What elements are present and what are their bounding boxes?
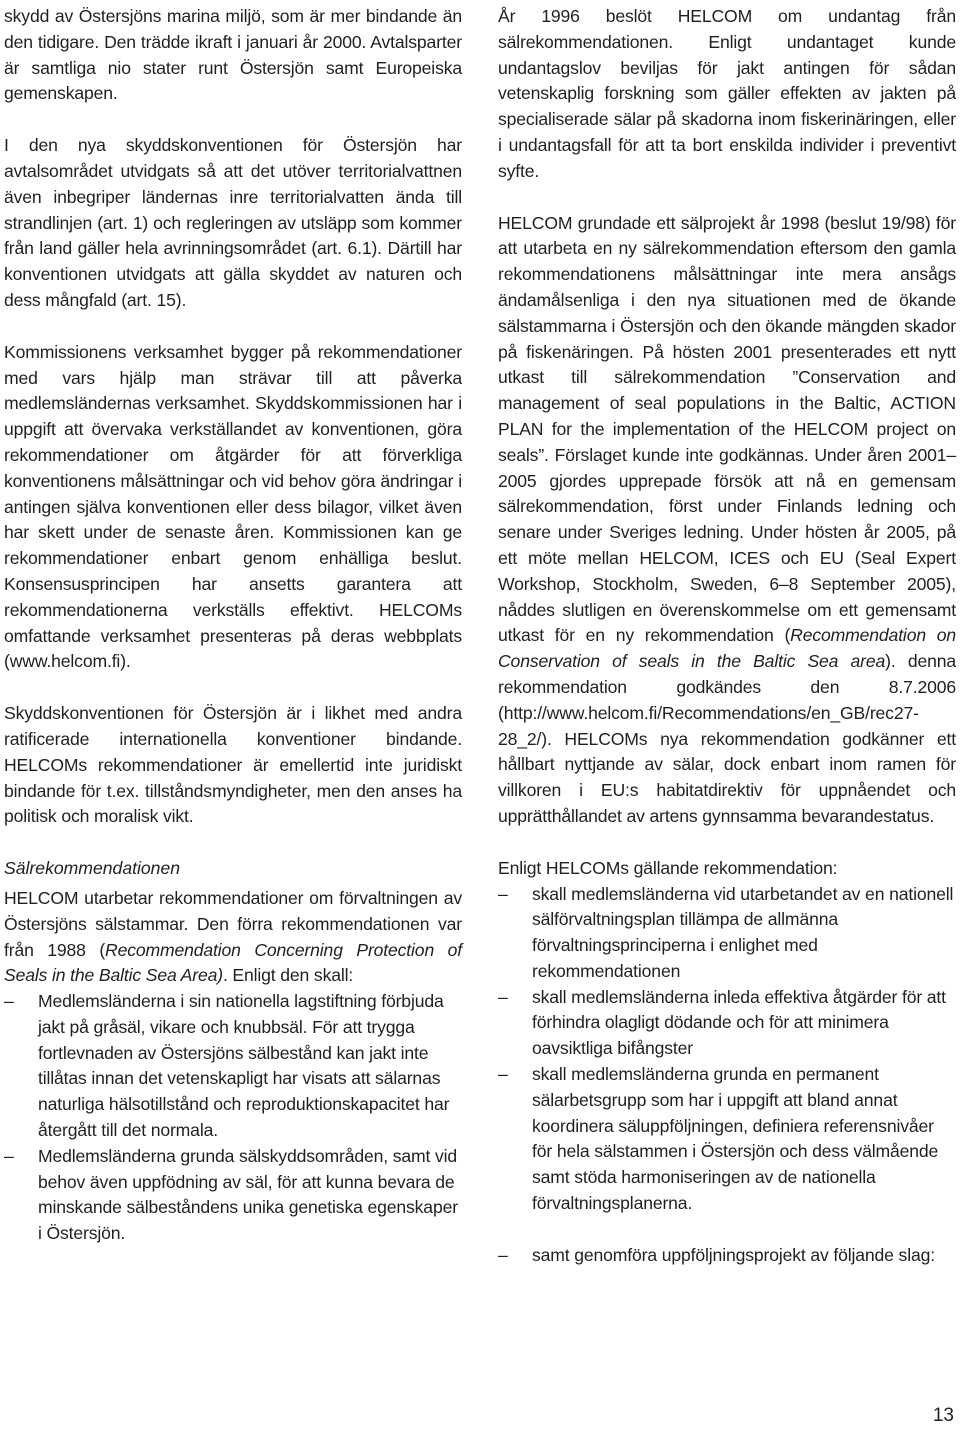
dash-list	[498, 882, 956, 1217]
dash-list	[4, 989, 462, 1247]
section-heading: Sälrekommendationen	[4, 858, 181, 879]
italic-title: Recommendation Concerning Protection of Seals in the Baltic Sea Area)	[4, 939, 462, 986]
list-item	[498, 882, 956, 985]
list-item-text: skall medlemsländerna inleda effektiva åtgärder för att förhindra olagligt dödande och för att minimera oavsiktliga bifångster	[532, 986, 946, 1059]
paragraph: skydd av Östersjöns marina miljö, som är mer bindande än den tidigare. Den trädde ikraft i januari år 2000. Avtalsparter är samtliga nio stater runt Östersjön samt Europeiska gemenskapen.	[4, 6, 462, 104]
text-run: HELCOM utarbetar rekommendationer om förvaltningen av Östersjöns sälstammar. Den förra rekommendationen var från 1988 (	[4, 887, 462, 960]
list-item	[498, 985, 956, 1062]
list-item	[498, 1062, 956, 1217]
left-column	[4, 4, 462, 1273]
paragraph: Enligt HELCOMs gällande rekommendation:	[498, 857, 838, 878]
list-item	[498, 1243, 956, 1269]
list-item-text: skall medlemsländerna grunda en permanent sälarbetsgrupp som har i uppgift att bland annat koordinera säluppföljningen, definiera referensnivåer för hela sälstammen i Östersjön och dess välmående samt stöda harmoniseringen av de nationella förvaltningsplanerna.	[532, 1064, 939, 1214]
dash-bullet: –	[4, 1145, 14, 1166]
list-item-text: samt genomföra uppföljningsprojekt av följande slag:	[532, 1244, 935, 1265]
right-column	[498, 4, 956, 1295]
list-item	[4, 989, 462, 1144]
paragraph	[4, 886, 462, 989]
list-item-text: Medlemsländerna grunda sälskyddsområden, samt vid behov även uppfödning av säl, för att kunna bevara de minskande sälbeståndens unika genetiska egenskaper i Östersjön.	[38, 1145, 458, 1244]
text-run: ). denna rekommendation godkändes den 8.7.2006 (http://www.helcom.fi/Recommendations/en_GB/rec27-28_2/). HELCOMs nya rekommendation godkänner ett hållbart nyttjande av sälar, dock enbart inom ramen för villkoren i EU:s habitatdirektiv för uppnåendet och upprätthållandet av artens gynnsamma bevarandestatus.	[498, 651, 957, 826]
list-item	[4, 1144, 462, 1247]
dash-bullet: –	[498, 1064, 508, 1085]
dash-bullet: –	[4, 991, 14, 1012]
paragraph	[498, 211, 956, 830]
paragraph: Kommissionens verksamhet bygger på rekommendationer med vars hjälp man strävar till att påverka medlemsländernas verksamhet. Skyddskommissionen har i uppgift att övervaka verkställandet av konventionen, göra rekommendationer om åtgärder för att förverkliga konventionens målsättningar och vid behov göra ändringar i antingen själva konventionen eller dess bilagor, vilket även har skett under de senaste åren. Kommissionen kan ge rekommendationer enbart genom enhälliga beslut. Konsensusprincipen har ansetts garantera att rekommendationerna verkställs effektivt. HELCOMs omfattande verksamhet presenteras på deras webbplats (www.helcom.fi).	[4, 341, 462, 672]
text-run: . Enligt den skall:	[222, 965, 354, 986]
dash-bullet: –	[498, 986, 508, 1007]
dash-bullet: –	[498, 883, 508, 904]
dash-list	[498, 1243, 956, 1269]
paragraph: I den nya skyddskonventionen för Östersjön har avtalsområdet utvidgats så att det utöver territorialvattnen även inbegriper ländernas inre territorialvatten ända till strandlinjen (art. 1) och regleringen av utsläpp som kommer från land gäller hela avrinningsområdet (art. 6.1). Därtill har konventionen utvidgats att gälla skyddet av naturen och dess mångfald (art. 15).	[4, 135, 462, 310]
page-number: 13	[932, 1405, 954, 1426]
italic-title: Recommendation on Conservation of seals in the Baltic Sea area	[498, 625, 956, 672]
dash-bullet: –	[498, 1244, 508, 1265]
list-item-text: Medlemsländerna i sin nationella lagstiftning förbjuda jakt på gråsäl, vikare och knubbsäl. För att trygga fortlevnaden av Östersjöns sälbestånd kan jakt inte tillåtas innan det vetenskapligt har visats att sälarnas naturliga hälsotillstånd och reproduktionskapacitet har återgått till det normala.	[38, 991, 450, 1141]
paragraph: Skyddskonventionen för Östersjön är i likhet med andra ratificerade internationella konventioner bindande. HELCOMs rekommendationer är emellertid inte juridiskt bindande för t.ex. tillståndsmyndigheter, men den anses ha politisk och moralisk vikt.	[4, 703, 462, 827]
paragraph: År 1996 beslöt HELCOM om undantag från sälrekommendationen. Enligt undantaget kunde undantagslov beviljas för jakt antingen för sådan vetenskaplig forskning som gäller effekten av jakten på specialiserade sälar på skadorna inom fiskerinäringen, eller i undantagsfall för att ta bort enskilda individer i preventivt syfte.	[498, 6, 956, 181]
list-item-text: skall medlemsländerna vid utarbetandet av en nationell sälförvaltningsplan tillämpa de allmänna förvaltningsprinciperna i enlighet med rekommendationen	[532, 883, 954, 981]
text-run: HELCOM grundade ett sälprojekt år 1998 (beslut 19/98) för att utarbeta en ny sälrekommendation eftersom den gamla rekommendationens målsättningar inte mera ansågs ändamålsenliga i den nya situationen med de ökande sälstammarna i Östersjön och den ökande mängden skador på fiskenäringen. På hösten 2001 presenterades ett nytt utkast till sälrekommendation ”Conservation and management of seal populations in the Baltic, ACTION PLAN for the implementation of the HELCOM project on seals”. Förslaget kunde inte godkännas. Under åren 2001–2005 gjordes upprepade försök att nå en gemensam sälrekommendation, först under Finlands ledning och senare under Sveriges ledning. Under hösten år 2005, på ett möte mellan HELCOM, ICES och EU (Seal Expert Workshop, Stockholm, Sweden, 6–8 September 2005), nåddes slutligen en överenskommelse om ett gemensamt utkast för en ny rekommendation (	[498, 212, 956, 646]
